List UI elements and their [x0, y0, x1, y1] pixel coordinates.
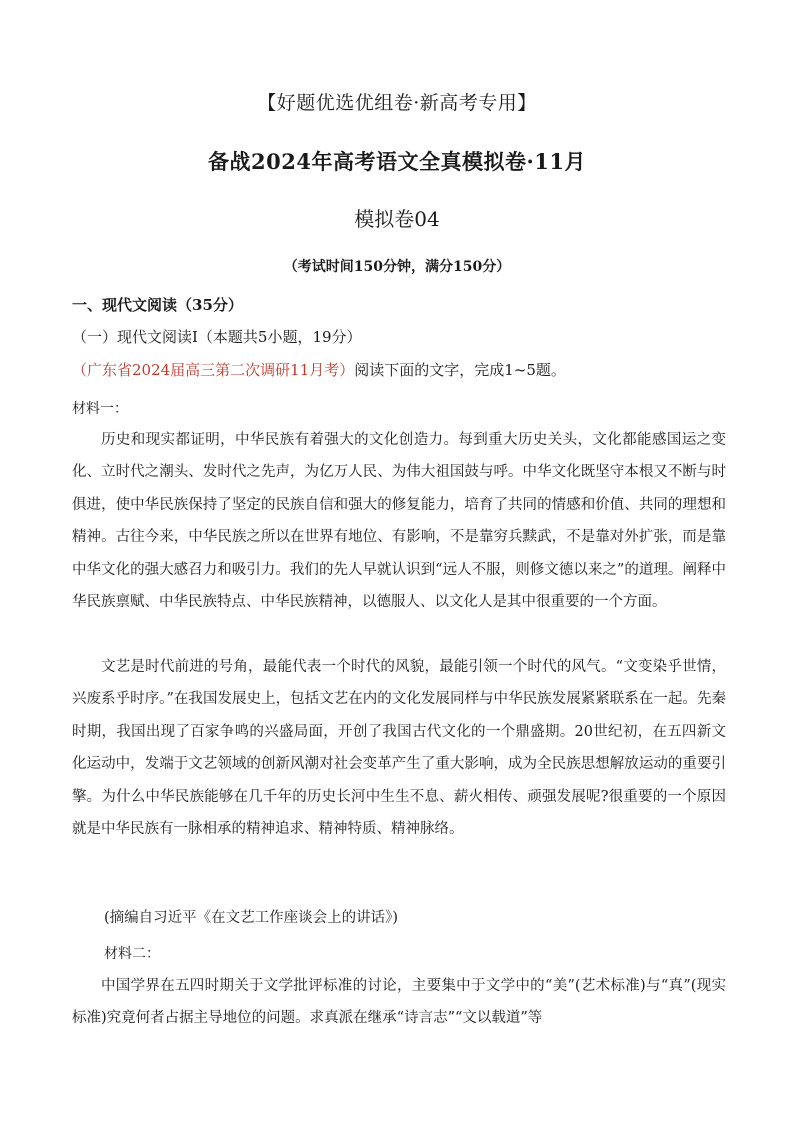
paper-number: 模拟卷04: [354, 207, 440, 231]
exam-time-and-score: （考试时间150分钟，满分150分）: [283, 259, 511, 275]
section-heading: 一、现代文阅读（35分）: [72, 296, 243, 314]
series-banner: 【好题优选优组卷·新高考专用】: [257, 92, 537, 114]
exam-title: 备战2024年高考语文全真模拟卷·11月: [208, 149, 586, 174]
subsection-heading: （一）现代文阅读Ⅰ（本题共5小题，19分）: [72, 328, 362, 346]
material-one-label: 材料一：: [72, 401, 128, 417]
question-source: （广东省2024届高三第二次调研11月考）: [72, 361, 355, 379]
material-two-label: 材料二：: [104, 946, 160, 962]
question-source-line: [72, 359, 566, 380]
material-one-paragraph: 历史和现实都证明，中华民族有着强大的文化创造力。每到重大历史关头，文化都能感国运之变化、立时代之潮头、发时代之先声，为亿万人民、为伟大祖国鼓与呼。中华文化既坚守本根又不断与时俱进，使中华民族保持了坚定的民族自信和强大的修复能力，培育了共同的情感和价值、共同的理想和精神。古往今来，中华民族之所以在世界有地位、有影响，不是靠穷兵黩武，不是靠对外扩张，而是靠中华文化的强大感召力和吸引力。我们的先人早就认识到“远人不服，则修文德以来之”的道理。阐释中华民族禀赋、中华民族特点、中华民族精神，以德服人、以文化人是其中很重要的一个方面。: [72, 432, 726, 611]
material-one-paragraph: 文艺是时代前进的号角，最能代表一个时代的风貌，最能引领一个时代的风气。“文变染乎世情，兴废系乎时序。”在我国发展史上，包括文艺在内的文化发展同样与中华民族发展紧紧联系在一起。先秦时期，我国出现了百家争鸣的兴盛局面，开创了我国古代文化的一个鼎盛期。20世纪初，在五四新文化运动中，发端于文艺领域的创新风潮对社会变革产生了重大影响，成为全民族思想解放运动的重要引擎。为什么中华民族能够在几千年的历史长河中生生不息、薪火相传、顽强发展呢?很重要的一个原因就是中华民族有一脉相承的精神追求、精神特质、精神脉络。: [72, 659, 726, 838]
reading-instruction: 阅读下面的文字，完成1~5题。: [354, 361, 566, 379]
material-one-citation: (摘编自习近平《在文艺工作座谈会上的讲话》): [104, 910, 399, 926]
material-two-paragraph: 中国学界在五四时期关于文学批评标准的讨论，主要集中于文学中的“美”(艺术标准)与“真”(现实标准)究竟何者占据主导地位的问题。求真派在继承“诗言志”“文以载道”等: [72, 978, 726, 1027]
